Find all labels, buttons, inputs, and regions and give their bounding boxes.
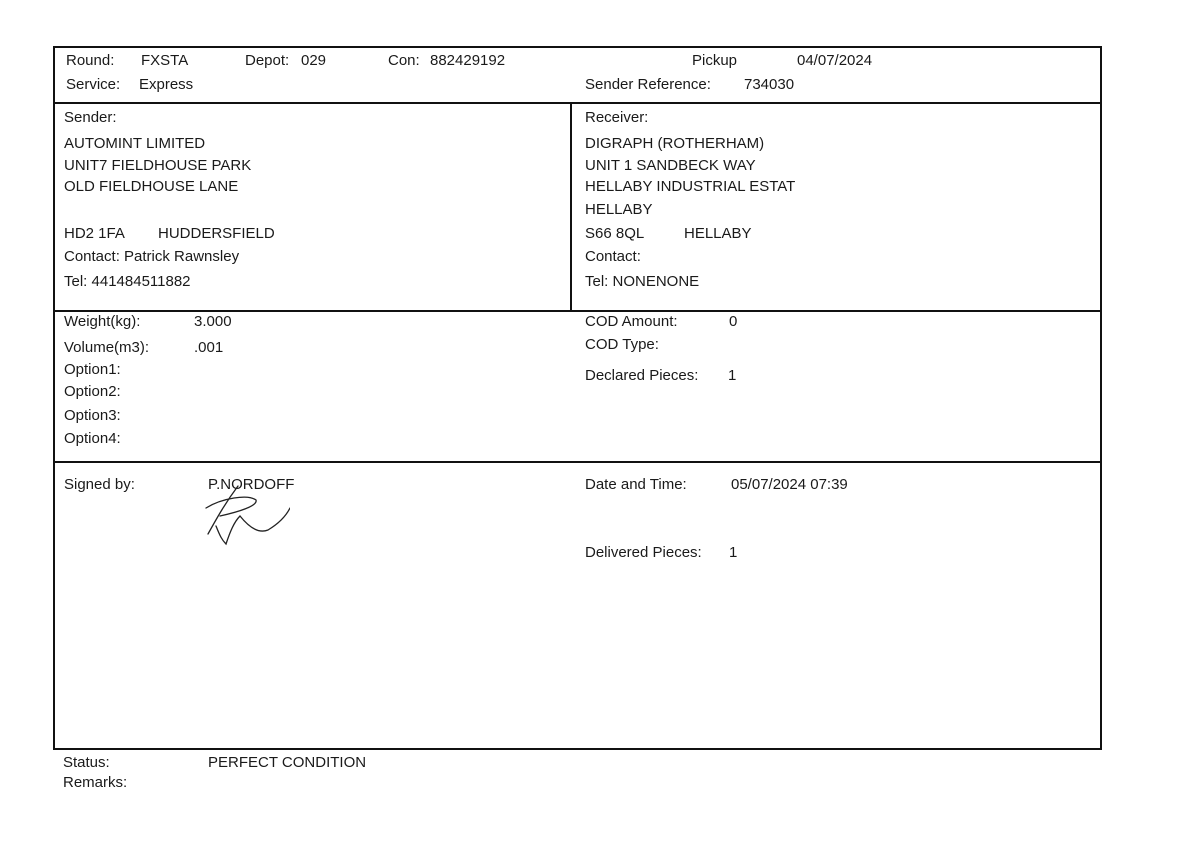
volume-label: Volume(m3):	[64, 339, 150, 356]
delivered-pieces-label: Delivered Pieces:	[585, 544, 702, 561]
remarks-label: Remarks:	[63, 774, 128, 791]
service-value: Express	[139, 76, 194, 93]
datetime-label: Date and Time:	[585, 476, 687, 493]
declared-pieces-value: 1	[728, 367, 737, 384]
depot-value: 029	[301, 52, 327, 69]
depot-label: Depot:	[245, 52, 290, 69]
signed-by-value: P.NORDOFF	[208, 476, 295, 493]
sender-reference-label: Sender Reference:	[585, 76, 711, 93]
status-value: PERFECT CONDITION	[208, 754, 367, 771]
round-value: FXSTA	[141, 52, 189, 69]
sender-address-line: AUTOMINT LIMITED	[64, 135, 206, 152]
receiver-tel: Tel: NONENONE	[585, 273, 700, 290]
service-label: Service:	[66, 76, 121, 93]
sender-reference-value: 734030	[744, 76, 795, 93]
sender-postcode: HD2 1FA	[64, 225, 125, 242]
divider-sender-receiver	[570, 102, 572, 310]
signed-by-label: Signed by:	[64, 476, 135, 493]
receiver-address-line: DIGRAPH (ROTHERHAM)	[585, 135, 765, 152]
divider-details	[55, 461, 1100, 463]
round-label: Round:	[66, 52, 115, 69]
weight-label: Weight(kg):	[64, 313, 141, 330]
sender-heading: Sender:	[64, 109, 117, 126]
pickup-label: Pickup	[692, 52, 738, 69]
sender-tel: Tel: 441484511882	[64, 273, 191, 290]
sender-address-line: OLD FIELDHOUSE LANE	[64, 178, 239, 195]
con-value: 882429192	[430, 52, 506, 69]
sender-address-line: UNIT7 FIELDHOUSE PARK	[64, 157, 252, 174]
option1-label: Option1:	[64, 361, 121, 378]
delivery-note	[53, 46, 1102, 750]
option4-label: Option4:	[64, 430, 121, 447]
sender-town: HUDDERSFIELD	[158, 225, 275, 242]
divider-header	[55, 102, 1100, 104]
pickup-date: 04/07/2024	[797, 52, 873, 69]
declared-pieces-label: Declared Pieces:	[585, 367, 699, 384]
status-label: Status:	[63, 754, 110, 771]
option2-label: Option2:	[64, 383, 121, 400]
receiver-postcode: S66 8QL	[585, 225, 645, 242]
receiver-address-line: HELLABY	[585, 201, 653, 218]
signature-image	[150, 478, 290, 548]
delivered-pieces-value: 1	[729, 544, 738, 561]
receiver-contact: Contact:	[585, 248, 641, 265]
receiver-town: HELLABY	[684, 225, 752, 242]
cod-amount-value: 0	[729, 313, 738, 330]
cod-type-label: COD Type:	[585, 336, 659, 353]
con-label: Con:	[388, 52, 420, 69]
receiver-address-line: HELLABY INDUSTRIAL ESTAT	[585, 178, 796, 195]
weight-value: 3.000	[194, 313, 232, 330]
cod-amount-label: COD Amount:	[585, 313, 678, 330]
receiver-address-line: UNIT 1 SANDBECK WAY	[585, 157, 756, 174]
option3-label: Option3:	[64, 407, 121, 424]
divider-address	[55, 310, 1100, 312]
datetime-value: 05/07/2024 07:39	[731, 476, 848, 493]
sender-contact: Contact: Patrick Rawnsley	[64, 248, 240, 265]
receiver-heading: Receiver:	[585, 109, 649, 126]
volume-value: .001	[194, 339, 224, 356]
